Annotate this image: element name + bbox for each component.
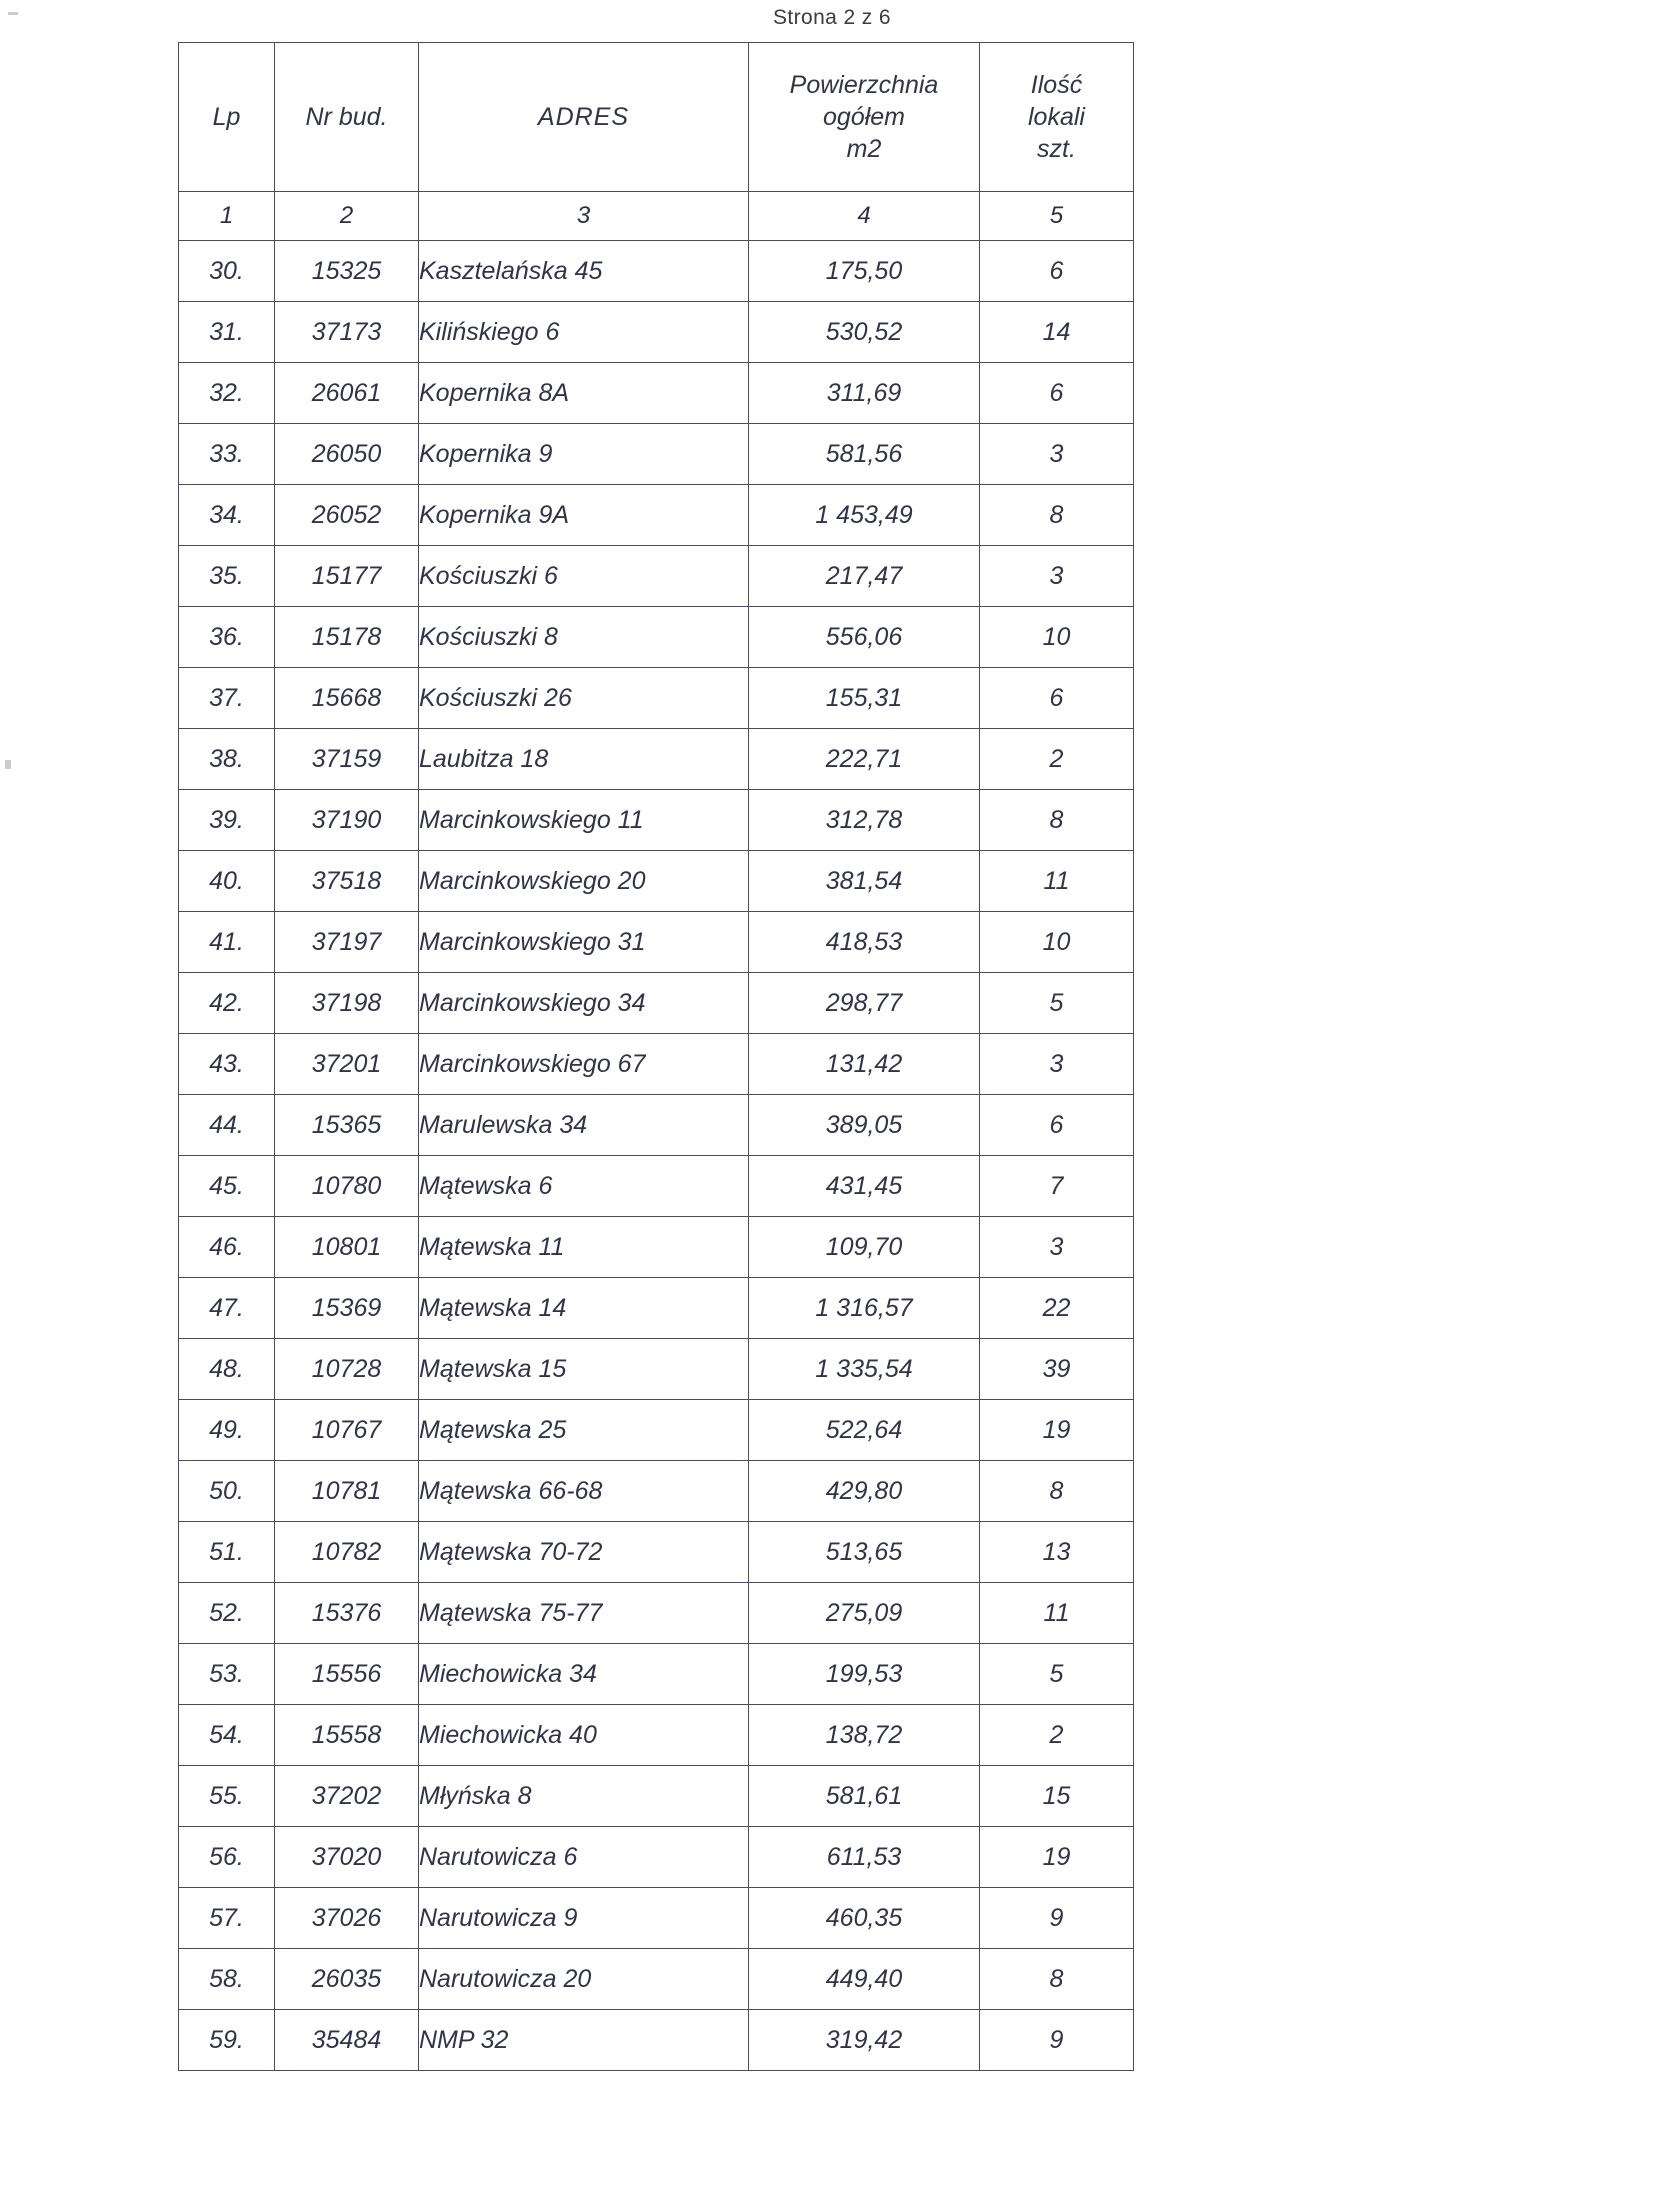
cell-adres: Mątewska 15 — [419, 1339, 749, 1400]
cell-adres: Młyńska 8 — [419, 1766, 749, 1827]
header-powierzchnia-line3: m2 — [846, 135, 882, 163]
cell-adres: Marcinkowskiego 34 — [419, 973, 749, 1034]
table-row — [179, 1278, 1134, 1339]
table-row — [179, 1827, 1134, 1888]
header-lp: Lp — [179, 43, 275, 192]
header-powierzchnia-line2: ogółem — [823, 103, 905, 131]
cell-adres: Marulewska 34 — [419, 1095, 749, 1156]
header-ilosc-lokali — [980, 43, 1134, 192]
table-row — [179, 424, 1134, 485]
cell-ilosc-lokali: 6 — [980, 1095, 1134, 1156]
cell-adres: Kasztelańska 45 — [419, 241, 749, 302]
cell-powierzchnia: 175,50 — [749, 241, 980, 302]
table-row — [179, 302, 1134, 363]
table-row — [179, 1583, 1134, 1644]
cell-ilosc-lokali: 8 — [980, 485, 1134, 546]
cell-powierzchnia: 460,35 — [749, 1888, 980, 1949]
cell-powierzchnia: 131,42 — [749, 1034, 980, 1095]
cell-lp: 45. — [179, 1156, 275, 1217]
header-ilosc-line3: szt. — [1037, 135, 1076, 163]
cell-nr-bud: 37173 — [275, 302, 419, 363]
cell-ilosc-lokali: 3 — [980, 1217, 1134, 1278]
cell-powierzchnia: 199,53 — [749, 1644, 980, 1705]
cell-ilosc-lokali: 10 — [980, 607, 1134, 668]
table-row — [179, 485, 1134, 546]
cell-adres: Marcinkowskiego 11 — [419, 790, 749, 851]
cell-lp: 33. — [179, 424, 275, 485]
cell-lp: 41. — [179, 912, 275, 973]
cell-adres: Kopernika 9 — [419, 424, 749, 485]
cell-powierzchnia: 275,09 — [749, 1583, 980, 1644]
cell-lp: 34. — [179, 485, 275, 546]
cell-lp: 54. — [179, 1705, 275, 1766]
cell-nr-bud: 10728 — [275, 1339, 419, 1400]
cell-powierzchnia: 109,70 — [749, 1217, 980, 1278]
cell-powierzchnia: 217,47 — [749, 546, 980, 607]
table-row — [179, 790, 1134, 851]
cell-ilosc-lokali: 8 — [980, 1461, 1134, 1522]
column-number-4: 4 — [749, 192, 980, 241]
cell-nr-bud: 37026 — [275, 1888, 419, 1949]
cell-nr-bud: 26061 — [275, 363, 419, 424]
cell-powierzchnia: 429,80 — [749, 1461, 980, 1522]
table-row — [179, 1095, 1134, 1156]
cell-nr-bud: 37159 — [275, 729, 419, 790]
cell-lp: 43. — [179, 1034, 275, 1095]
building-register-sheet — [178, 42, 1133, 2071]
cell-adres: Marcinkowskiego 31 — [419, 912, 749, 973]
cell-nr-bud: 37202 — [275, 1766, 419, 1827]
cell-ilosc-lokali: 8 — [980, 1949, 1134, 2010]
table-row — [179, 973, 1134, 1034]
cell-ilosc-lokali: 22 — [980, 1278, 1134, 1339]
cell-nr-bud: 37190 — [275, 790, 419, 851]
column-number-3: 3 — [419, 192, 749, 241]
cell-adres: Narutowicza 20 — [419, 1949, 749, 2010]
cell-nr-bud: 15177 — [275, 546, 419, 607]
cell-powierzchnia: 312,78 — [749, 790, 980, 851]
cell-nr-bud: 15556 — [275, 1644, 419, 1705]
table-row — [179, 1400, 1134, 1461]
cell-ilosc-lokali: 19 — [980, 1827, 1134, 1888]
table-row — [179, 1217, 1134, 1278]
cell-powierzchnia: 319,42 — [749, 2010, 980, 2071]
table-header-row — [179, 43, 1134, 192]
cell-powierzchnia: 1 453,49 — [749, 485, 980, 546]
cell-powierzchnia: 389,05 — [749, 1095, 980, 1156]
cell-lp: 35. — [179, 546, 275, 607]
cell-lp: 55. — [179, 1766, 275, 1827]
table-row — [179, 1888, 1134, 1949]
cell-nr-bud: 26052 — [275, 485, 419, 546]
cell-lp: 51. — [179, 1522, 275, 1583]
cell-nr-bud: 37020 — [275, 1827, 419, 1888]
cell-lp: 38. — [179, 729, 275, 790]
cell-ilosc-lokali: 15 — [980, 1766, 1134, 1827]
cell-powierzchnia: 581,61 — [749, 1766, 980, 1827]
header-powierzchnia — [749, 43, 980, 192]
table-row — [179, 1461, 1134, 1522]
cell-adres: Mątewska 66-68 — [419, 1461, 749, 1522]
table-row — [179, 1705, 1134, 1766]
cell-nr-bud: 37518 — [275, 851, 419, 912]
cell-ilosc-lokali: 14 — [980, 302, 1134, 363]
header-ilosc-line2: lokali — [1028, 103, 1085, 131]
cell-ilosc-lokali: 3 — [980, 1034, 1134, 1095]
cell-nr-bud: 26050 — [275, 424, 419, 485]
cell-adres: Narutowicza 6 — [419, 1827, 749, 1888]
table-row — [179, 1766, 1134, 1827]
table-row — [179, 668, 1134, 729]
cell-lp: 49. — [179, 1400, 275, 1461]
building-register-table — [178, 42, 1134, 2071]
cell-powierzchnia: 530,52 — [749, 302, 980, 363]
cell-adres: Kościuszki 8 — [419, 607, 749, 668]
cell-lp: 56. — [179, 1827, 275, 1888]
cell-powierzchnia: 581,56 — [749, 424, 980, 485]
table-row — [179, 1339, 1134, 1400]
cell-lp: 48. — [179, 1339, 275, 1400]
table-row — [179, 241, 1134, 302]
cell-ilosc-lokali: 5 — [980, 1644, 1134, 1705]
cell-lp: 36. — [179, 607, 275, 668]
cell-nr-bud: 10780 — [275, 1156, 419, 1217]
table-row — [179, 546, 1134, 607]
cell-adres: Narutowicza 9 — [419, 1888, 749, 1949]
cell-ilosc-lokali: 7 — [980, 1156, 1134, 1217]
scan-speck — [8, 12, 18, 15]
table-body — [179, 241, 1134, 2071]
cell-nr-bud: 35484 — [275, 2010, 419, 2071]
table-row — [179, 1522, 1134, 1583]
cell-adres: Kopernika 9A — [419, 485, 749, 546]
cell-ilosc-lokali: 6 — [980, 241, 1134, 302]
cell-ilosc-lokali: 9 — [980, 2010, 1134, 2071]
header-ilosc-line1: Ilość — [1030, 71, 1083, 99]
cell-lp: 58. — [179, 1949, 275, 2010]
cell-powierzchnia: 522,64 — [749, 1400, 980, 1461]
cell-lp: 40. — [179, 851, 275, 912]
cell-nr-bud: 15365 — [275, 1095, 419, 1156]
cell-lp: 59. — [179, 2010, 275, 2071]
cell-ilosc-lokali: 8 — [980, 790, 1134, 851]
table-row — [179, 1034, 1134, 1095]
cell-powierzchnia: 1 335,54 — [749, 1339, 980, 1400]
cell-ilosc-lokali: 2 — [980, 729, 1134, 790]
cell-nr-bud: 10782 — [275, 1522, 419, 1583]
cell-powierzchnia: 1 316,57 — [749, 1278, 980, 1339]
cell-powierzchnia: 449,40 — [749, 1949, 980, 2010]
cell-ilosc-lokali: 6 — [980, 668, 1134, 729]
cell-lp: 57. — [179, 1888, 275, 1949]
cell-adres: Laubitza 18 — [419, 729, 749, 790]
cell-ilosc-lokali: 11 — [980, 1583, 1134, 1644]
cell-nr-bud: 15376 — [275, 1583, 419, 1644]
cell-adres: Mątewska 25 — [419, 1400, 749, 1461]
cell-powierzchnia: 138,72 — [749, 1705, 980, 1766]
cell-adres: NMP 32 — [419, 2010, 749, 2071]
cell-powierzchnia: 381,54 — [749, 851, 980, 912]
cell-lp: 47. — [179, 1278, 275, 1339]
table-row — [179, 363, 1134, 424]
header-powierzchnia-line1: Powierzchnia — [789, 71, 939, 99]
cell-ilosc-lokali: 10 — [980, 912, 1134, 973]
cell-nr-bud: 15558 — [275, 1705, 419, 1766]
cell-ilosc-lokali: 3 — [980, 424, 1134, 485]
cell-nr-bud: 37197 — [275, 912, 419, 973]
column-number-row — [179, 192, 1134, 241]
table-row — [179, 912, 1134, 973]
cell-adres: Marcinkowskiego 67 — [419, 1034, 749, 1095]
cell-ilosc-lokali: 6 — [980, 363, 1134, 424]
cell-adres: Kościuszki 6 — [419, 546, 749, 607]
cell-nr-bud: 10781 — [275, 1461, 419, 1522]
cell-adres: Mątewska 11 — [419, 1217, 749, 1278]
cell-adres: Mątewska 75-77 — [419, 1583, 749, 1644]
cell-lp: 52. — [179, 1583, 275, 1644]
page-number-label: Strona 2 z 6 — [772, 6, 892, 29]
cell-nr-bud: 10767 — [275, 1400, 419, 1461]
cell-nr-bud: 15668 — [275, 668, 419, 729]
cell-powierzchnia: 556,06 — [749, 607, 980, 668]
table-row — [179, 851, 1134, 912]
cell-powierzchnia: 155,31 — [749, 668, 980, 729]
cell-ilosc-lokali: 11 — [980, 851, 1134, 912]
column-number-2: 2 — [275, 192, 419, 241]
cell-ilosc-lokali: 3 — [980, 546, 1134, 607]
cell-nr-bud: 15369 — [275, 1278, 419, 1339]
cell-nr-bud: 26035 — [275, 1949, 419, 2010]
header-nr-bud: Nr bud. — [275, 43, 419, 192]
cell-powierzchnia: 431,45 — [749, 1156, 980, 1217]
cell-adres: Mątewska 14 — [419, 1278, 749, 1339]
cell-powierzchnia: 611,53 — [749, 1827, 980, 1888]
cell-adres: Kopernika 8A — [419, 363, 749, 424]
cell-ilosc-lokali: 2 — [980, 1705, 1134, 1766]
cell-adres: Miechowicka 40 — [419, 1705, 749, 1766]
cell-adres: Mątewska 6 — [419, 1156, 749, 1217]
cell-nr-bud: 15325 — [275, 241, 419, 302]
cell-powierzchnia: 418,53 — [749, 912, 980, 973]
cell-ilosc-lokali: 13 — [980, 1522, 1134, 1583]
cell-nr-bud: 37201 — [275, 1034, 419, 1095]
cell-lp: 32. — [179, 363, 275, 424]
cell-lp: 37. — [179, 668, 275, 729]
column-number-1: 1 — [179, 192, 275, 241]
table-row — [179, 1156, 1134, 1217]
table-row — [179, 2010, 1134, 2071]
table-row — [179, 1644, 1134, 1705]
cell-adres: Kilińskiego 6 — [419, 302, 749, 363]
cell-ilosc-lokali: 19 — [980, 1400, 1134, 1461]
cell-adres: Marcinkowskiego 20 — [419, 851, 749, 912]
header-adres: ADRES — [419, 43, 749, 192]
column-number-5: 5 — [980, 192, 1134, 241]
cell-nr-bud: 37198 — [275, 973, 419, 1034]
cell-lp: 39. — [179, 790, 275, 851]
cell-nr-bud: 15178 — [275, 607, 419, 668]
cell-powierzchnia: 513,65 — [749, 1522, 980, 1583]
cell-lp: 53. — [179, 1644, 275, 1705]
cell-lp: 31. — [179, 302, 275, 363]
cell-nr-bud: 10801 — [275, 1217, 419, 1278]
cell-lp: 46. — [179, 1217, 275, 1278]
cell-lp: 42. — [179, 973, 275, 1034]
cell-adres: Kościuszki 26 — [419, 668, 749, 729]
cell-ilosc-lokali: 39 — [980, 1339, 1134, 1400]
cell-lp: 44. — [179, 1095, 275, 1156]
cell-powierzchnia: 222,71 — [749, 729, 980, 790]
cell-powierzchnia: 311,69 — [749, 363, 980, 424]
table-row — [179, 1949, 1134, 2010]
cell-ilosc-lokali: 5 — [980, 973, 1134, 1034]
table-row — [179, 607, 1134, 668]
cell-ilosc-lokali: 9 — [980, 1888, 1134, 1949]
cell-adres: Miechowicka 34 — [419, 1644, 749, 1705]
cell-powierzchnia: 298,77 — [749, 973, 980, 1034]
cell-adres: Mątewska 70-72 — [419, 1522, 749, 1583]
scan-speck — [5, 760, 11, 769]
cell-lp: 30. — [179, 241, 275, 302]
cell-lp: 50. — [179, 1461, 275, 1522]
table-row — [179, 729, 1134, 790]
